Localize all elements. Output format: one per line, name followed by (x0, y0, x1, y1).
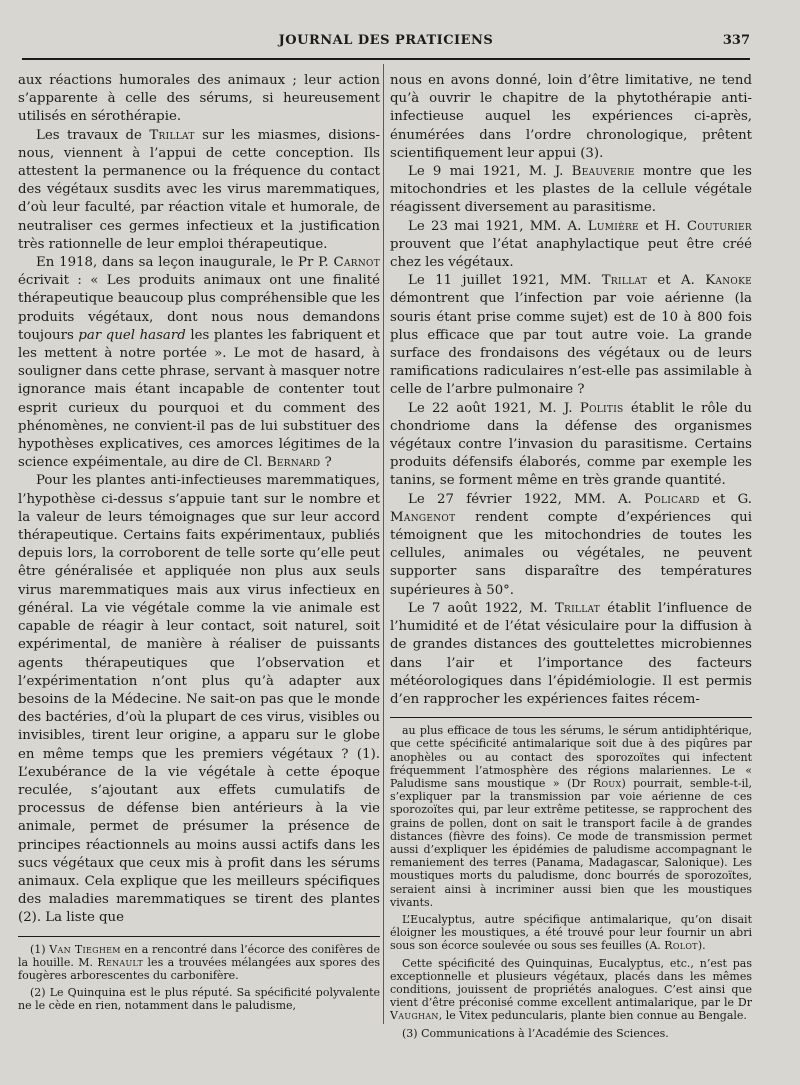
text-run: montre que les mitochondries et les plastes de la cellule végétale réagissent diversement au parasitisme. (390, 164, 752, 216)
paragraph (390, 218, 752, 273)
footnote-paragraph (390, 957, 752, 1023)
text-run: et A. (647, 273, 706, 289)
text-run: Cette spécificité des Quinquinas, Eucalyptus, etc., n’est pas exceptionnelle et plusieurs végétaux, placés dans les mêmes conditions, jouissent de propriétés analogues. C’est ainsi que vient d’être préconisé comme excellent antimalarique, par le Dr (390, 956, 752, 1010)
author-name: Couturier (686, 218, 752, 234)
text-run: établit le rôle du chondriome dans la défense des organismes végétaux contre l’invasion du parasitisme. Certains produits défensifs élaborés, comme par exemple les tanins, se forment même en très grande quantité. (390, 400, 752, 489)
author-name: Politis (579, 400, 624, 416)
text-run: les plantes les fabriquent et les mettent à notre portée ». Le mot de hasard, à souligner dans cette phrase, servant à masquer notre ignorance mais étant incapable de contenter tout esprit curieux du pourquoi et du comment des phénomènes, ne convient-il pas de lui substituer des hypothèses explicatives, ces amorces légitimes de la science expéimentale, au dire de Cl. (18, 327, 380, 471)
footnote-2: (2) Le Quinquina est le plus réputé. Sa spécificité polyvalente ne le cède en rien, notamment dans le paludisme, (18, 986, 380, 1013)
italic-phrase: par quel hasard (78, 327, 186, 343)
text-run: Le 9 mai 1921, M. J. (408, 164, 572, 180)
footnote-paragraph (390, 913, 752, 953)
text-run: Le 22 août 1921, M. J. (408, 400, 580, 416)
text-run: Le 11 juillet 1921, MM. (408, 273, 602, 289)
text-run: Les travaux de (36, 127, 150, 143)
text-run: établit l’influence de l’humidité et de l’état vésiculaire pour la diffusion à de grandes distances des gouttelettes microbiennes dans l’air et l’importance des facteurs météorologiques dans l’épidémiologie. Il est permis d’en rapprocher les expériences faites récem- (390, 600, 752, 707)
text-run: ? (320, 455, 332, 471)
author-name: Vaughan (390, 1009, 439, 1023)
paragraph (18, 127, 380, 254)
text-run: Le 27 février 1922, MM. A. (408, 491, 645, 507)
footnote-2-continued (390, 724, 752, 909)
text-run: ) pourrait, semble-t-il, s’expliquer par la transmission par voie aérienne de ces sporozoïtes qui, par leur extrême petitesse, se rapprochent des grains de pollen, dont on sait le transport facile à de grandes distances (fièvre des foins). Ce mode de transmission permet aussi d’expliquer les épidémies de paludisme accompagnant le remaniement des terres (Panama, Madagascar, Salonique). Les moustiques morts du paludisme, donc bourrés de sporozoïtes, seraient ainsi à incriminer aussi bien que les moustiques vivants. (390, 776, 752, 909)
text-run: au plus efficace de tous les sérums, le sérum antidiphtérique, que cette spécificité antimalarique soit due à des piqûres par anophèles ou au contact des sporozoïtes qui infectent fréquemment l’atmosphère des régions malariennes. Le « Paludisme sans moustique » (Dr (390, 724, 752, 790)
text-run: rendent compte d’expériences qui témoignent que les mitochondries de toutes les cellules, animales ou végétales, ne peuvent supporter sans disparaître des températures supérieures à 50°. (390, 509, 752, 598)
author-name: Trillat (601, 273, 647, 289)
text-run: démontrent que l’infection par voie aérienne (la souris étant prise comme sujet) est de 10 à 800 fois plus efficace que par tout autre voie. La grande surface des frondaisons des végétaux ou de leurs ramifications radiculaires n’est-elle pas assimilable à celle de l’arbre pulmonaire ? (390, 291, 752, 398)
page-header (22, 33, 750, 55)
author-name: Bernard (266, 455, 321, 471)
text-run: L’Eucalyptus, autre spécifique antimalarique, qu’on disait éloigner les moustiques, a été trouvé pour leur fournir un abri sous son écorce soulevée ou sous ses feuilles (A. (390, 912, 752, 953)
author-name: Roux (592, 776, 622, 790)
text-run: les a trouvées mélangées aux spores des fougères arborescentes du carbonifère. (18, 955, 380, 982)
author-name: Trillat (554, 600, 601, 616)
author-name: Mangenot (390, 509, 456, 525)
column-divider (383, 64, 384, 1024)
author-name: Rolot (664, 939, 698, 953)
paragraph: Pour les plantes anti-infectieuses maremmatiques, l’hypothèse ci-dessus s’appuie tant sur le nombre et la valeur de leurs témoignages que sur leur accord thérapeutique. Certains faits expérimentaux, publiés depuis lors, la corroborent de telle sorte qu’elle peut être généralisée et appliquée non plus aux seuls virus maremmatiques mais aux virus infectieux en général. La vie végétale comme la vie animale est capable de réagir à leur contact, soit naturel, soit expérimental, de manière à réaliser de puissants agents thérapeutiques que l’observation et l’expérimentation n’ont plus qu’à adapter aux besoins de la Médecine. Ne sait-on pas que le monde des bactéries, d’où la plupart de ces virus, visibles ou invisibles, tirent leur origine, a apparu sur le globe en même temps que les premiers végétaux ? (1). L’exubérance de la vie végétale à cette époque reculée, s’ajoutant aux effets cumulatifs de processus de défense bien antérieurs à la vie animale, permet de présumer la présence de principes réactionnels au moins aussi actifs dans les sucs végétaux que ceux mis à profit dans les sérums animaux. Cela explique que les meilleurs spécifiques des maladies maremmatiques se tirent des plantes (2). La liste que (18, 473, 380, 926)
footnotes (18, 943, 380, 1013)
footnote-rule (390, 717, 752, 718)
running-title: JOURNAL DES PRATICIENS (278, 33, 494, 48)
author-name: Policard (644, 491, 700, 507)
right-column (390, 72, 752, 1040)
footnote-3: (3) Communications à l’Académie des Sciences. (402, 1026, 669, 1040)
header-rule (22, 58, 750, 60)
footnote-rule (18, 936, 380, 937)
author-name: Kanoke (705, 273, 752, 289)
text-run: sur les miasmes, disions-nous, viennent à l’appui de cette conception. Ils attestent la permanence ou la fréquence du contact des végétaux susdits avec les virus maremmatiques, d’où leur faculté, par réaction vitale et humorale, de neutraliser ces germes infectieux et la justification très rationnelle de leur emploi thérapeutique. (18, 127, 381, 252)
footnotes (390, 724, 752, 1040)
paragraph (390, 400, 752, 491)
text-run: Le 23 mai 1921, MM. A. (408, 218, 588, 234)
text-run: et G. (699, 491, 753, 507)
author-name: Trillat (149, 127, 195, 143)
paragraph (18, 254, 380, 472)
author-name: Carnot (333, 255, 380, 271)
author-name: Lumière (587, 218, 639, 234)
text-run: en a rencontré dans l’écorce des conifères de la houille. M. (18, 942, 380, 969)
paragraph (390, 272, 752, 399)
text-run: et H. (638, 218, 687, 234)
text-run: , le Vitex peduncularis, plante bien connue au Bengale. (438, 1009, 747, 1023)
page-number: 337 (722, 33, 750, 48)
author-name: Van Tieghem (49, 942, 121, 956)
paragraph (390, 491, 752, 600)
footnote-1 (18, 943, 380, 983)
text-run: prouvent que l’état anaphylactique peut être créé chez les végétaux. (390, 236, 752, 271)
text-run: ). (697, 939, 706, 953)
text-run: écrivait : « Les produits animaux ont une finalité thérapeutique beaucoup plus compréhensible que les produits végétaux, dont nous nous demandons toujours (18, 273, 380, 343)
paragraph (390, 600, 752, 709)
paragraph: aux réactions humorales des animaux ; leur action s’apparente à celle des sérums, si heureusement utilisés en sérothérapie. (18, 73, 380, 125)
left-column (18, 72, 380, 1013)
author-name: Beauverie (571, 164, 635, 180)
author-name: Renault (97, 955, 144, 969)
text-run: En 1918, dans sa leçon inaugurale, le Pr P. (36, 255, 334, 271)
text-run: Le 7 août 1922, M. (408, 600, 555, 616)
paragraph: nous en avons donné, loin d’être limitative, ne tend qu’à ouvrir le chapitre de la phytothérapie anti-infectieuse auquel les expériences ci-après, énumérées dans l’ordre chronologique, prêtent scientifiquement leur appui (3). (390, 73, 752, 161)
paragraph (390, 163, 752, 218)
text-run: (1) (30, 942, 50, 956)
